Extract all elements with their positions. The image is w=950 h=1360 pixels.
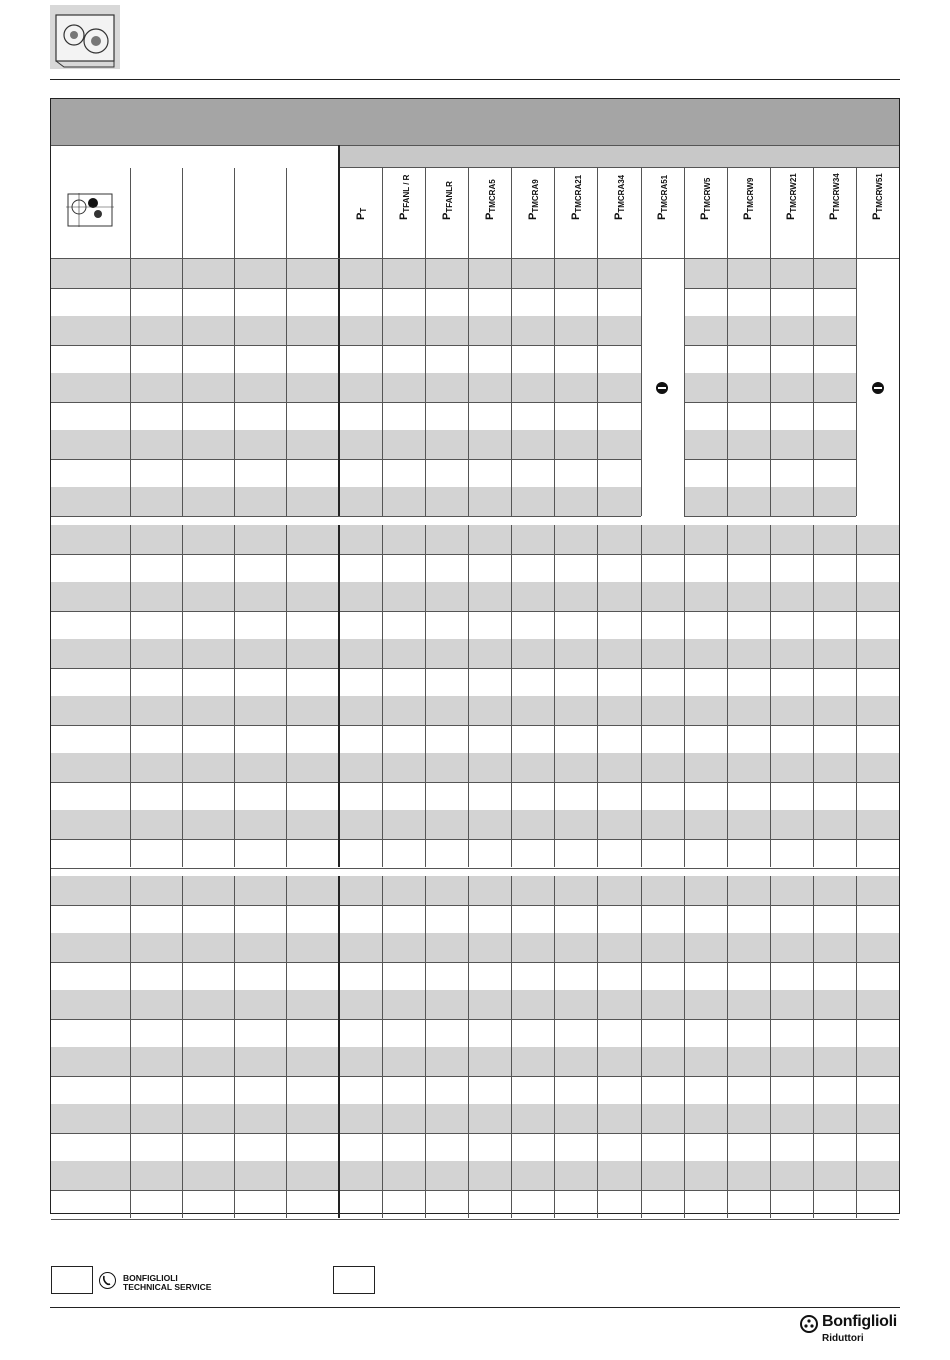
table-row-line: [51, 1219, 899, 1220]
column-header-label: [785, 173, 797, 220]
footer-page-box-left: [51, 1266, 93, 1294]
column-header: [382, 168, 425, 258]
table-row-line: [51, 905, 899, 906]
column-header-sub: T: [358, 207, 368, 213]
table-row-line: [51, 402, 641, 403]
column-header-label: [355, 208, 367, 220]
table-col-divider: [182, 876, 183, 1218]
table-col-divider: [511, 259, 512, 516]
table-col-divider: [684, 259, 685, 516]
table-col-divider: [554, 259, 555, 516]
column-header-sub: TFANL / R: [401, 174, 411, 213]
column-header: [813, 168, 856, 258]
table-col-divider: [468, 525, 469, 867]
table-col-divider: [684, 525, 685, 867]
table-row-line: [51, 288, 641, 289]
column-header-main: P: [656, 212, 669, 220]
column-header-main: P: [699, 212, 712, 220]
table-row-line: [51, 516, 641, 517]
column-header-label: [527, 179, 539, 220]
table-col-divider: [554, 876, 555, 1218]
table-col-divider: [182, 525, 183, 867]
table-col-divider: [286, 876, 287, 1218]
table-row-line: [51, 554, 899, 555]
table-row-line: [51, 868, 899, 869]
column-header-main: P: [612, 212, 625, 220]
gearbox-thumbnail: [50, 5, 120, 69]
table-col-divider: [641, 525, 642, 867]
table-col-divider: [234, 876, 235, 1218]
table-sub-band: [339, 146, 899, 167]
table-col-divider: [468, 259, 469, 516]
table-col-divider: [770, 259, 771, 516]
table-row-fill: [51, 373, 641, 402]
table-row-line: [51, 1076, 899, 1077]
column-header-main: P: [440, 212, 453, 220]
column-header: [511, 168, 554, 258]
table-col-divider: [425, 876, 426, 1218]
table-col-divider: [770, 876, 771, 1218]
brand-name: Bonfiglioli: [822, 1313, 897, 1330]
table-col-divider: [511, 876, 512, 1218]
column-header-sub: TMCRA5: [487, 179, 497, 213]
minus-circle-icon: [656, 382, 668, 394]
column-header-label: [871, 173, 883, 220]
table-row-fill: [51, 430, 641, 459]
header-left-divider: [234, 168, 235, 258]
column-header: [597, 168, 640, 258]
table-col-divider: [727, 525, 728, 867]
column-header-main: P: [397, 212, 410, 220]
table-col-divider: [597, 259, 598, 516]
table-row-fill: [51, 1047, 899, 1076]
table-col-divider: [182, 259, 183, 516]
table-row-line: [51, 1019, 899, 1020]
brand-subtitle: Riduttori: [822, 1333, 864, 1344]
table-row-fill: [51, 753, 899, 782]
table-row-fill: [51, 525, 899, 554]
table-col-divider: [382, 525, 383, 867]
column-header: [684, 168, 727, 258]
service-line-2: TECHNICAL SERVICE: [123, 1282, 212, 1292]
table-row-line: [684, 516, 856, 517]
table-title-band: [51, 99, 899, 145]
table-row-line: [51, 839, 899, 840]
table-col-divider: [130, 876, 131, 1218]
table-col-divider: [425, 525, 426, 867]
table-row-line: [51, 962, 899, 963]
column-header: [770, 168, 813, 258]
column-header-main: P: [742, 212, 755, 220]
column-header-label: [398, 175, 410, 220]
column-header: [339, 168, 382, 258]
column-header-main: P: [569, 212, 582, 220]
column-header-main: P: [354, 212, 367, 220]
table-col-divider: [641, 876, 642, 1218]
table-col-divider: [770, 525, 771, 867]
table-row-line: [51, 459, 641, 460]
phone-icon: [99, 1272, 116, 1289]
column-header-sub: TMCRW51: [875, 173, 885, 213]
table-row-fill: [51, 1104, 899, 1133]
column-header-sub: TMCRA9: [530, 179, 540, 213]
column-header: [856, 168, 899, 258]
column-header: [425, 168, 468, 258]
column-header-label: [484, 179, 496, 220]
column-header: [468, 168, 511, 258]
table-col-divider: [813, 525, 814, 867]
column-header-label: [656, 175, 668, 220]
table-main-divider: [338, 876, 340, 1218]
table-row-line: [51, 725, 899, 726]
header-left-divider: [286, 168, 287, 258]
column-header-sub: TMCRW34: [832, 173, 842, 213]
column-header-label: [613, 175, 625, 220]
table-col-divider: [234, 525, 235, 867]
column-header-label: [570, 175, 582, 220]
column-header-sub: TMCRW21: [789, 173, 799, 213]
table-col-divider: [382, 876, 383, 1218]
column-header-label: [828, 173, 840, 220]
table-col-divider: [130, 259, 131, 516]
table-col-divider: [684, 876, 685, 1218]
minus-circle-icon: [872, 382, 884, 394]
table-col-divider: [856, 525, 857, 867]
column-header-main: P: [526, 212, 539, 220]
table-col-divider: [425, 259, 426, 516]
footer-page-box-right: [333, 1266, 375, 1294]
table-row-fill: [51, 696, 899, 725]
table-row-line: [51, 668, 899, 669]
table-col-divider: [641, 259, 642, 516]
table-row-fill: [51, 259, 641, 288]
table-row-fill: [51, 933, 899, 962]
header-top-line: [51, 145, 899, 146]
table-col-divider: [234, 259, 235, 516]
gearbox-schematic-icon: [66, 191, 114, 229]
table-col-divider: [856, 259, 857, 516]
table-col-divider: [727, 876, 728, 1218]
table-row-fill: [51, 990, 899, 1019]
table-col-divider: [286, 525, 287, 867]
column-header: [641, 168, 684, 258]
table-col-divider: [597, 525, 598, 867]
bonfiglioli-logo-icon: [800, 1315, 818, 1333]
table-col-divider: [382, 259, 383, 516]
table-row-fill: [51, 810, 899, 839]
table-col-divider: [130, 525, 131, 867]
header-left-divider: [182, 168, 183, 258]
column-header-main: P: [785, 212, 798, 220]
column-header-main: P: [483, 212, 496, 220]
table-col-divider: [813, 259, 814, 516]
table-row-fill: [51, 487, 641, 516]
column-header-label: [441, 181, 453, 220]
table-col-divider: [286, 259, 287, 516]
table-col-divider: [554, 525, 555, 867]
table-col-divider: [727, 259, 728, 516]
technical-service-label: [123, 1274, 211, 1292]
table-row-fill: [51, 876, 899, 905]
column-header: [554, 168, 597, 258]
table-col-divider: [511, 525, 512, 867]
table-row-line: [51, 782, 899, 783]
header-left-divider: [130, 168, 131, 258]
table-col-divider: [813, 876, 814, 1218]
bottom-rule: [50, 1307, 900, 1308]
table-row-line: [51, 611, 899, 612]
column-header-sub: TMCRA34: [616, 174, 626, 213]
table-row-line: [51, 1190, 899, 1191]
table-row-fill: [51, 639, 899, 668]
top-rule: [50, 79, 900, 80]
table-row-line: [51, 345, 641, 346]
column-header-main: P: [871, 212, 884, 220]
column-header-sub: TMCRW5: [703, 177, 713, 213]
table-row-fill: [51, 1161, 899, 1190]
table-row-fill: [51, 582, 899, 611]
table-col-divider: [597, 876, 598, 1218]
table-col-divider: [468, 876, 469, 1218]
table-row-fill: [51, 316, 641, 345]
table-main-divider: [338, 259, 340, 516]
column-header-label: [699, 178, 711, 220]
column-header-sub: TMCRA21: [573, 174, 583, 213]
table-row-line: [51, 1133, 899, 1134]
column-header-main: P: [828, 212, 841, 220]
column-header-label: [742, 178, 754, 220]
column-header-sub: TFANLR: [444, 181, 454, 213]
column-header-sub: TMCRW9: [746, 177, 756, 213]
service-line-1: BONFIGLIOLI: [123, 1273, 178, 1283]
table-col-divider: [856, 876, 857, 1218]
column-header-sub: TMCRA51: [660, 174, 670, 213]
table-main-divider: [338, 525, 340, 867]
column-header: [727, 168, 770, 258]
